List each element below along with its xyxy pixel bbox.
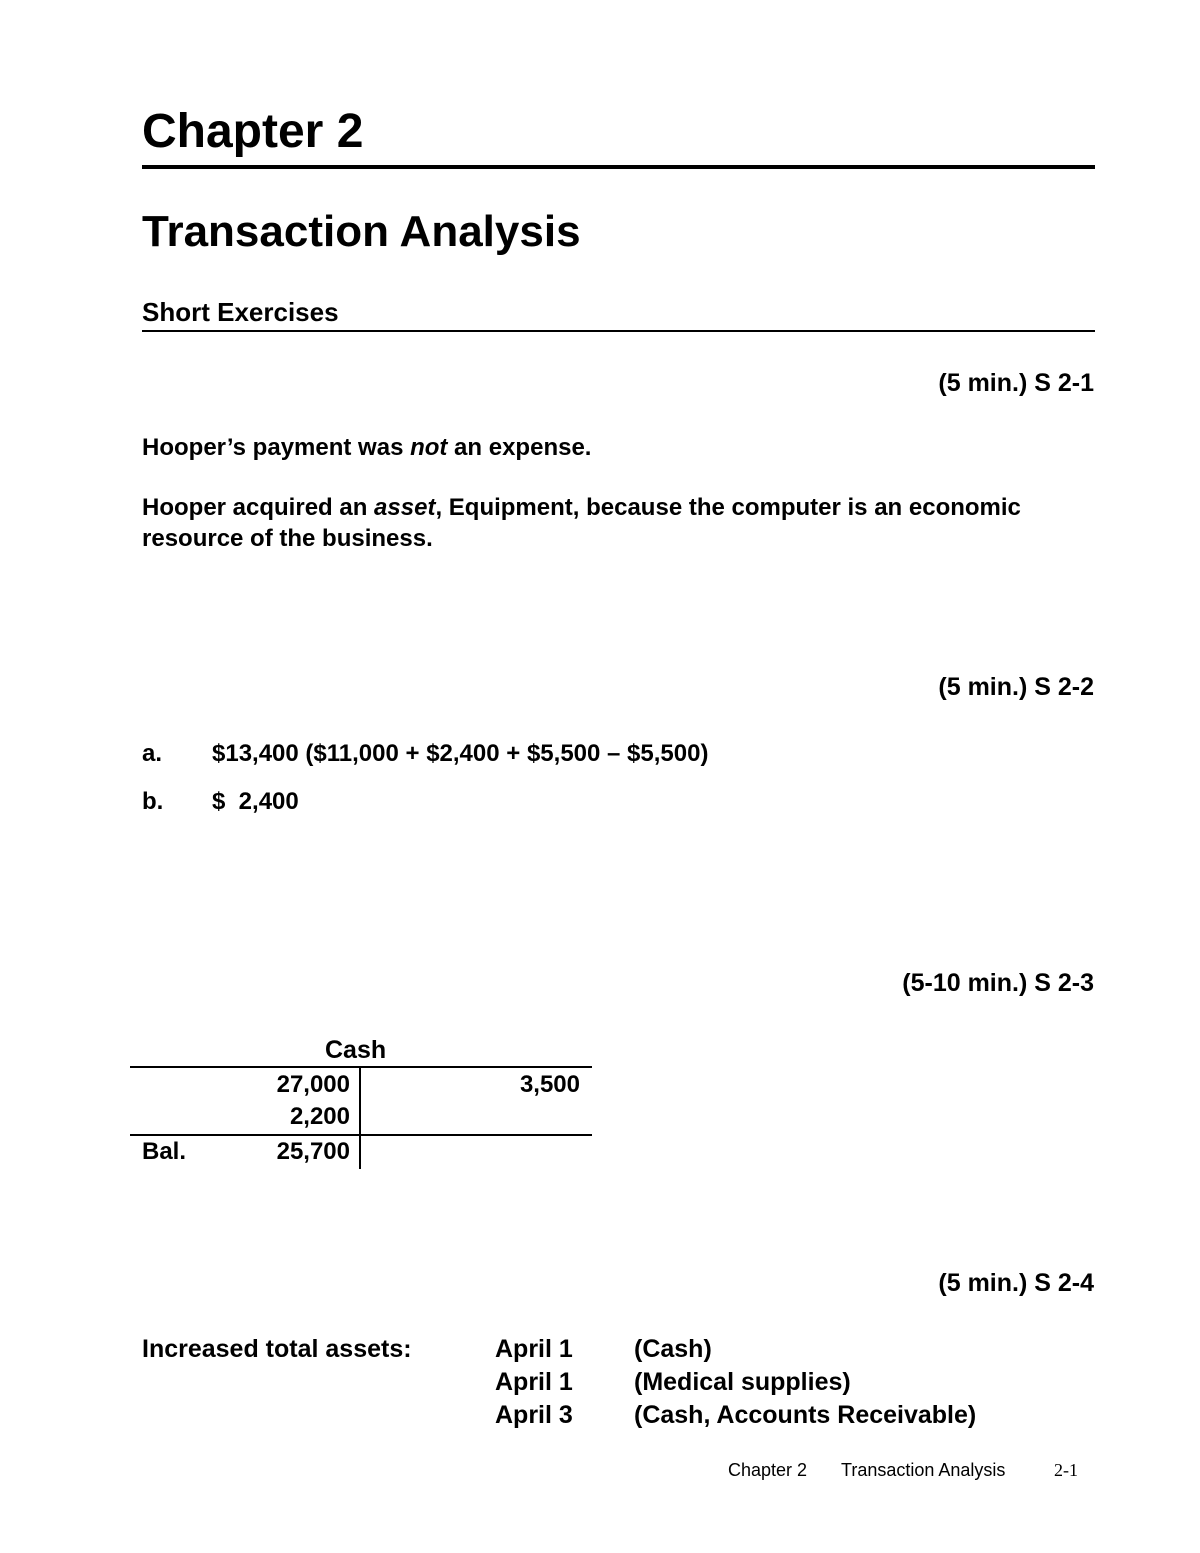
s2-4-date: April 3 [495, 1401, 573, 1429]
s2-2-item-b-value: $ 2,400 [212, 788, 299, 815]
t-account-credit-entry: 3,500 [519, 1071, 580, 1098]
section-title: Short Exercises [142, 297, 339, 327]
footer-title: Transaction Analysis [841, 1460, 1006, 1480]
s2-1-paragraph-2 [142, 492, 1082, 554]
exercise-header-s2-3: (5-10 min.) S 2-3 [902, 969, 1094, 997]
chapter-title-rule [142, 165, 1095, 169]
exercise-header-s2-2: (5 min.) S 2-2 [938, 673, 1094, 701]
s2-2-item-a-value: $13,400 ($11,000 + $2,400 + $5,500 – $5,500) [212, 740, 709, 767]
page-number: 2-1 [1054, 1460, 1078, 1480]
t-account-top-rule [130, 1066, 592, 1068]
exercise-header-s2-4: (5 min.) S 2-4 [938, 1269, 1094, 1297]
s2-4-date: April 1 [495, 1368, 573, 1396]
s2-4-date: April 1 [495, 1335, 573, 1363]
t-account-debit-entry: 2,200 [289, 1103, 350, 1130]
t-account-balance-value: 25,700 [276, 1138, 350, 1165]
s2-1-p1-italic: not [410, 434, 448, 461]
t-account-center-line [359, 1067, 361, 1169]
section-rule [142, 330, 1095, 332]
s2-1-p1-text-b: an expense. [447, 434, 592, 461]
s2-4-detail: (Cash, Accounts Receivable) [634, 1401, 977, 1429]
s2-4-detail: (Cash) [634, 1335, 712, 1363]
chapter-title: Chapter 2 [142, 105, 364, 158]
footer-chapter: Chapter 2 [728, 1460, 808, 1480]
s2-1-p2-italic: asset [374, 494, 436, 521]
t-account-balance-label: Bal. [142, 1138, 187, 1165]
s2-1-p2-text-a: Hooper acquired an [142, 494, 375, 521]
s2-1-p2-text-b: , Equipment, because the computer is an economic resource of the business. [142, 494, 1021, 552]
s2-2-item-b-label: b. [142, 788, 164, 815]
s2-1-p1-text-a: Hooper’s payment was [142, 434, 411, 461]
s2-1-paragraph-1 [142, 432, 1102, 463]
t-account-debit-entry: 27,000 [276, 1071, 350, 1098]
exercise-header-s2-1: (5 min.) S 2-1 [938, 369, 1094, 397]
document-title: Transaction Analysis [142, 207, 581, 256]
s2-4-detail: (Medical supplies) [634, 1368, 851, 1396]
s2-2-item-a-label: a. [142, 740, 163, 767]
s2-4-label: Increased total assets: [142, 1335, 412, 1363]
t-account-title: Cash [325, 1036, 387, 1064]
t-account-balance-rule [130, 1134, 592, 1136]
